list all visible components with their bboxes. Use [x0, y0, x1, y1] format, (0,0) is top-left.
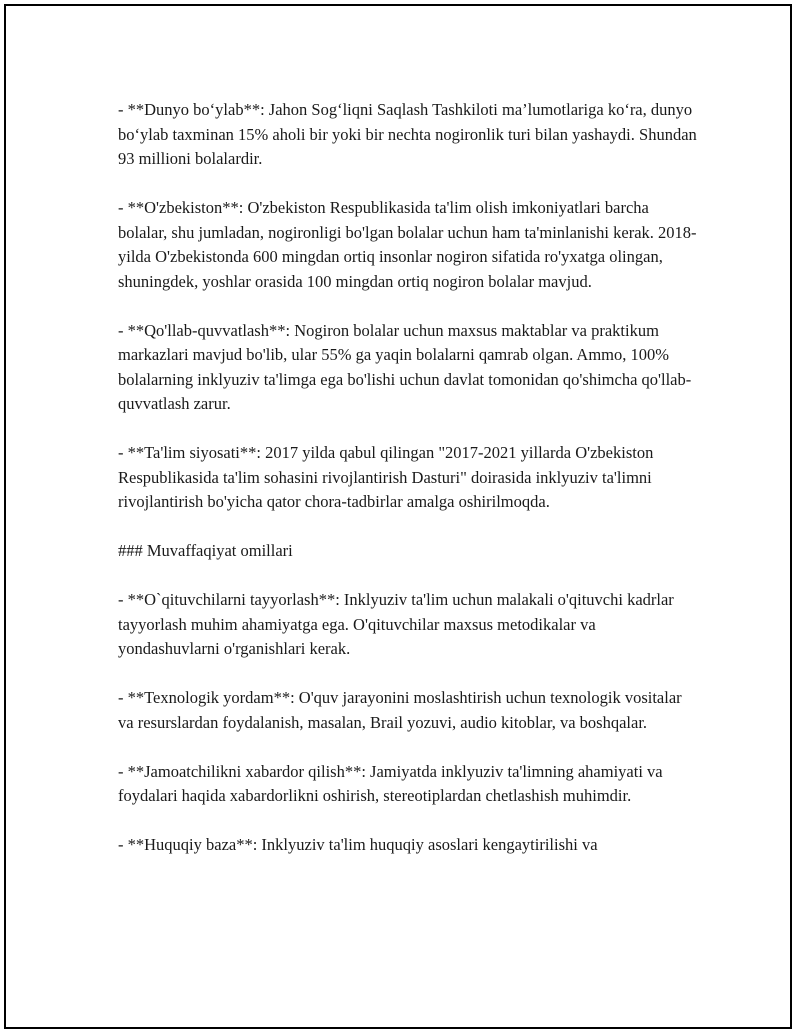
document-body: [118, 98, 698, 882]
paragraph-dunyo-boylab: - **Dunyo bo‘ylab**: Jahon Sog‘liqni Saqlash Tashkiloti ma’lumotlariga ko‘ra, dunyo bo‘ylab taxminan 15% aholi bir yoki bir nechta nogironlik turi bilan yashaydi. Shundan 93 millioni bolalardir.: [118, 100, 697, 168]
paragraph-jamoatchilikni-xabardor-qilish: - **Jamoatchilikni xabardor qilish**: Jamiyatda inklyuziv ta'limning ahamiyati va foydalari haqida xabardorlikni oshirish, stereotiplardan chetlashish muhimdir.: [118, 761, 663, 805]
paragraph-oqituvchilarni-tayyorlash: - **O`qituvchilarni tayyorlash**: Inklyuziv ta'lim uchun malakali o'qituvchi kadrlar tayyorlash muhim ahamiyatga ega. O'qituvchilar maxsus metodikalar va yondashuvlarni o'rganishlari kerak.: [118, 590, 674, 658]
paragraph-qollab-quvvatlash: - **Qo'llab-quvvatlash**: Nogiron bolalar uchun maxsus maktablar va praktikum markazlari mavjud bo'lib, ular 55% ga yaqin bolalarni qamrab olgan. Ammo, 100% bolalarning inklyuziv ta'limga ega bo'lishi uchun davlat tomonidan qo'shimcha qo'llab-quvvatlash zarur.: [118, 320, 692, 413]
paragraph-ozbekiston: - **O'zbekiston**: O'zbekiston Respublikasida ta'lim olish imkoniyatlari barcha bolalar, shu jumladan, nogironligi bo'lgan bolalar uchun ham ta'minlanishi kerak. 2018-yilda O'zbekistonda 600 mingdan ortiq insonlar nogiron sifatida ro'yxatga olingan, shuningdek, yoshlar orasida 100 mingdan ortiq nogiron bolalar mavjud.: [118, 198, 697, 291]
paragraph-texnologik-yordam: - **Texnologik yordam**: O'quv jarayonini moslashtirish uchun texnologik vositalar va resurslardan foydalanish, masalan, Brail yozuvi, audio kitoblar, va boshqalar.: [118, 688, 682, 732]
section-heading: ### Muvaffaqiyat omillari: [118, 541, 293, 560]
paragraph-talim-siyosati: - **Ta'lim siyosati**: 2017 yilda qabul qilingan "2017-2021 yillarda O'zbekiston Respublikasida ta'lim sohasini rivojlantirish Dasturi" doirasida inklyuziv ta'limni rivojlantirish bo'yicha qator chora-tadbirlar amalga oshirilmoqda.: [118, 443, 654, 511]
page-frame: [4, 4, 792, 1029]
paragraph-huquqiy-baza: - **Huquqiy baza**: Inklyuziv ta'lim huquqiy asoslari kengaytirilishi va: [118, 835, 598, 854]
